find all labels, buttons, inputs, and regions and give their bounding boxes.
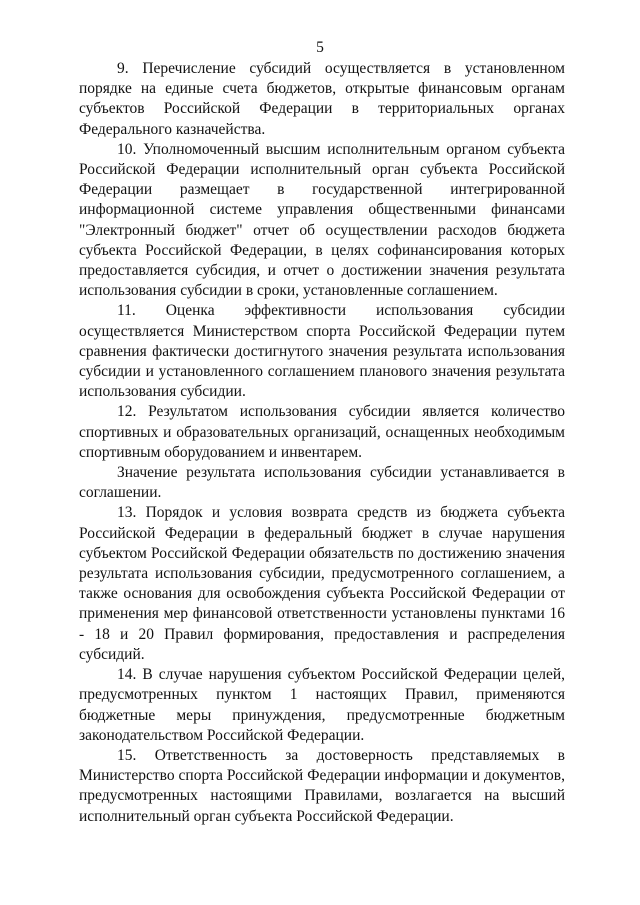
paragraph-9: 9. Перечисление субсидий осуществляется в установленном порядке на единые счета бюджетов, открытые финансовым органам субъектов Российской Федерации в территориальных органах Федерального казначейства. xyxy=(79,60,565,138)
page-number: 5 xyxy=(316,39,324,56)
paragraph-12: 12. Результатом использования субсидии является количество спортивных и образовательных организаций, оснащенных необходимым спортивным оборудованием и инвентарем. xyxy=(79,403,565,461)
paragraph-11: 11. Оценка эффективности использования субсидии осуществляется Министерством спорта Российской Федерации путем сравнения фактически достигнутого значения результата использования субсидии и установленного соглашением планового значения результата использования субсидии. xyxy=(79,302,565,401)
paragraph-13: 13. Порядок и условия возврата средств из бюджета субъекта Российской Федерации в федеральный бюджет в случае нарушения субъектом Российской Федерации обязательств по достижению значения результата использования субсидии, предусмотренного соглашением, а также основания для освобождения субъекта Российской Федерации от применения мер финансовой ответственности установлены пунктами 16 - 18 и 20 Правил формирования, предоставления и распределения субсидий. xyxy=(79,504,565,663)
document-body xyxy=(79,59,565,827)
paragraph-15: 15. Ответственность за достоверность представляемых в Министерство спорта Российской Федерации информации и документов, предусмотренных настоящими Правилами, возлагается на высший исполнительный орган субъекта Российской Федерации. xyxy=(79,746,565,825)
paragraph-12-value: Значение результата использования субсидии устанавливается в соглашении. xyxy=(79,464,565,502)
paragraph-10: 10. Уполномоченный высшим исполнительным органом субъекта Российской Федерации исполнительный орган субъекта Российской Федерации размещает в государственной интегрированной информационной системе управления общественными финансами "Электронный бюджет" отчет об осуществлении расходов бюджета субъекта Российской Федерации, в целях софинансирования которых предоставляется субсидия, и отчет о достижении значения результата использования субсидии в сроки, установленные соглашением. xyxy=(79,140,565,300)
paragraph-14: 14. В случае нарушения субъектом Российской Федерации целей, предусмотренных пунктом 1 настоящих Правил, применяются бюджетные меры принуждения, предусмотренные бюджетным законодательством Российской Федерации. xyxy=(79,666,565,744)
